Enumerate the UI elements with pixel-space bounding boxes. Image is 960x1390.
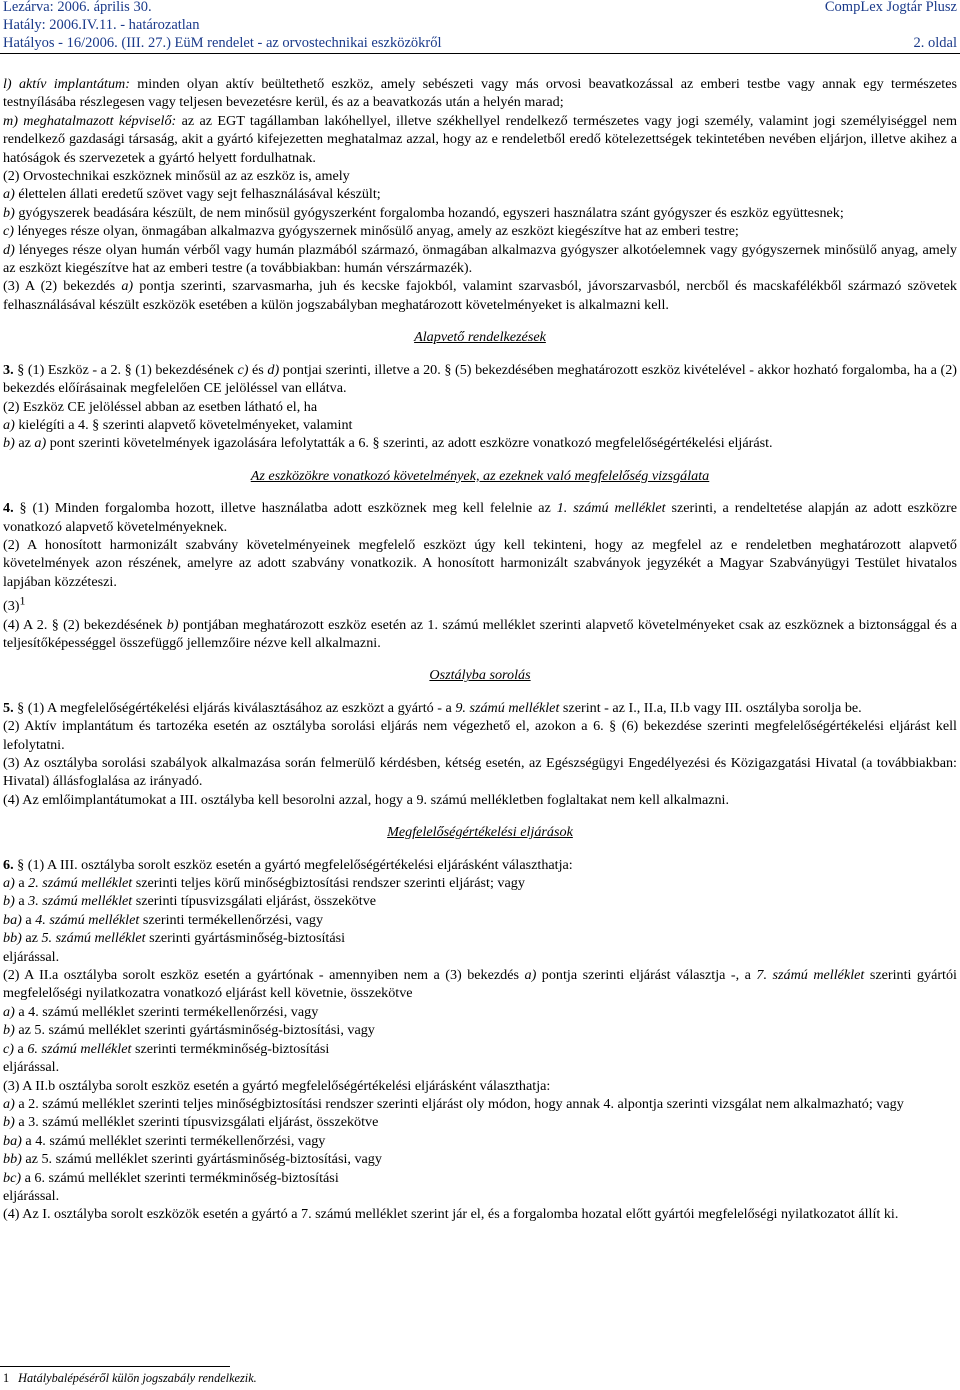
paragraph: b) gyógyszerek beadására készült, de nem minősül gyógyszerként forgalomba hozandó, egyszeri használatra szánt gyógyszer és eszköz együttesnek;: [3, 204, 844, 221]
paragraph: a) a 2. számú melléklet szerinti teljes körű minőségbiztosítási rendszer szerinti eljárást; vagy: [3, 875, 525, 892]
footnote-text: Hatálybalépéséről külön jogszabály rendelkezik.: [18, 1371, 257, 1385]
section-heading: Megfelelőségértékelési eljárások: [387, 824, 573, 841]
paragraph: (2) A II.a osztályba sorolt eszköz esetén a gyártónak - amennyiben nem a (3) bekezdés a) pontja szerinti eljárást választja -, a 7. számú melléklet szerinti gyártói megfelelőségi nyilatkozatra vonatkozó eljárást kell követnie, összekötve: [3, 967, 957, 1002]
paragraph: $(3)^1$: [3, 593, 26, 615]
section-heading: Osztályba sorolás: [429, 667, 531, 684]
paragraph: b) az 5. számú melléklet szerinti gyártásminőség-biztosítási, vagy: [3, 1022, 375, 1039]
paragraph: 5. § (1) A megfelelőségértékelési eljárás kiválasztásához az eszközt a gyártó - a 9. számú melléklet szerint - az I., II.a, II.b vagy III. osztályba sorolja be.: [3, 699, 862, 716]
section-heading: Alapvető rendelkezések: [414, 329, 546, 346]
paragraph: b) a 3. számú melléklet szerinti típusvizsgálati eljárást, összekötve: [3, 1114, 379, 1131]
paragraph: (4) Az I. osztályba sorolt eszközök esetén a gyártó a 7. számú melléklet szerint jár el, és a forgalomba hozatal előtt gyártói megfelelőségi nyilatkozatot állít ki.: [3, 1206, 899, 1223]
paragraph: 4. § (1) Minden forgalomba hozott, illetve használatba adott eszköznek meg kell felelnie az 1. számú melléklet szerinti, a rendeltetése alapján az adott eszközre vonatkozó alapvető követelményeknek.: [3, 500, 957, 535]
paragraph: c) lényeges része olyan, önmagában alkalmazva gyógyszernek minősülő anyag, amely az eszközt kiegészítve hat az emberi testre;: [3, 223, 739, 240]
paragraph: 3. § (1) Eszköz - a 2. § (1) bekezdésének c) és d) pontjai szerinti, illetve a 20. § (5) bekezdésében meghatározott eszköz kivételével - akkor hozható forgalomba, ha a (2) bekezdés előírásainak megfelelően CE jelöléssel van ellátva.: [3, 361, 957, 397]
paragraph: (3) A II.b osztályba sorolt eszköz esetén a gyártó megfelelőségértékelési eljárásként választhatja:: [3, 1077, 551, 1094]
paragraph: (4) Az emlőimplantátumokat a III. osztályba kell besorolni azzal, hogy a 9. számú mellékletben foglaltakat nem kell alkalmazni.: [3, 791, 730, 808]
document-body: [3, 75, 957, 1224]
paragraph: d) lényeges része olyan humán vérből vagy humán plazmából származó, önmagában alkalmazva gyógyszer alkotóelemnek vagy gyógyszernek minősülő anyag, amely az eszközt kiegészítve hat az emberi testre (a továbbiakban: humán vérszármazék).: [3, 241, 957, 277]
paragraph: c) a 6. számú melléklet szerinti termékminőség-biztosítási: [3, 1040, 330, 1057]
paragraph: (2) Eszköz CE jelöléssel abban az esetben látható el, ha: [3, 398, 318, 415]
paragraph: b) az a) pont szerinti követelmények igazolására lefolytatták a 6. § szerinti, az adott eszközre vonatkozó megfelelőségértékelési eljárást.: [3, 435, 773, 452]
paragraph: a) a 4. számú melléklet szerinti termékellenőrzési, vagy: [3, 1003, 319, 1020]
paragraph: ba) a 4. számú melléklet szerinti termékellenőrzési, vagy: [3, 911, 324, 928]
paragraph: (2) Orvostechnikai eszköznek minősül az az eszköz is, amely: [3, 168, 350, 185]
paragraph: (3) A (2) bekezdés a) pontja szerinti, szarvasmarha, juh és kecske fajokból, valamint szarvasból, jávorszarvasból, nercből és macskafélékből származó szövetek felhasználásával készült eszközök esetében a külön jogszabályban meghatározott követelményeket is alkalmazni kell.: [3, 278, 957, 313]
header-line-3: Hatályos - 16/2006. (III. 27.) EüM rendelet - az orvostechnikai eszközökről: [3, 35, 442, 51]
paragraph: (4) A 2. § (2) bekezdésének b) pontjában meghatározott eszköz esetén az 1. számú melléklet szerinti alapvető követelményeket csak az eszköznek a biztonsággal és a teljesítőképességgel összefüggő jellemzőire nézve kell alkalmazni.: [3, 616, 958, 651]
paragraph: eljárással.: [3, 1187, 60, 1204]
header-product-name: CompLex Jogtár Plusz: [824, 0, 957, 15]
paragraph: b) a 3. számú melléklet szerinti típusvizsgálati eljárást, összekötve: [3, 893, 377, 910]
paragraph: eljárással.: [3, 948, 60, 965]
paragraph: a) kielégíti a 4. § szerinti alapvető követelményeket, valamint: [3, 416, 353, 433]
paragraph: bc) a 6. számú melléklet szerinti termékminőség-biztosítási: [3, 1169, 339, 1186]
paragraph: a) élettelen állati eredetű szövet vagy sejt felhasználásával készült;: [3, 186, 381, 203]
footnote-number: 1: [3, 1371, 10, 1385]
paragraph: 6. § (1) A III. osztályba sorolt eszköz esetén a gyártó megfelelőségértékelési eljárásként választhatja:: [3, 856, 573, 873]
header-line-1: Lezárva: 2006. április 30.: [3, 0, 152, 15]
paragraph: (2) A honosított harmonizált szabvány követelményeinek megfelelő eszközt úgy kell tekinteni, hogy az megfelel az e rendeletben meghatározott alapvető követelmények azon részének, amelyre az adott szabvány vonatkozik. A honosított harmonizált szabványok jegyzékét a Magyar Szabványügyi Testület hivatalos lapjában közzéteszi.: [3, 536, 957, 590]
paragraph: (2) Aktív implantátum és tartozéka esetén az osztályba sorolási eljárás nem végezhető el, azokon a 6. § (6) bekezdése szerinti megfelelőségértékelési eljárást kell lefolytatni.: [3, 718, 957, 753]
paragraph: eljárással.: [3, 1059, 60, 1076]
header-line-2: Hatály: 2006.IV.11. - határozatlan: [3, 17, 200, 33]
footnote-divider: [0, 1366, 230, 1367]
paragraph: l) aktív implantátum: minden olyan aktív beültethető eszköz, amely sebészeti vagy más orvosi beavatkozással az emberi testbe vagy annak egy természetes testnyílásába részlegesen vagy teljesen bevezetésre kerül, és az a beavatkozás után a helyén marad;: [3, 76, 957, 111]
header-divider: [0, 53, 960, 54]
footnote: [3, 1371, 257, 1386]
paragraph: m) meghatalmazott képviselő: az az EGT tagállamban lakóhellyel, illetve székhellyel rendelkező természetes vagy jogi személy, valamint jogi személyiséggel nem rendelkező gazdasági társaság, akit a gyártó kifejezetten meghatalmaz azzal, hogy az e rendeletből eredő kötelezettségek tekintetében nevében eljárjon, illetve akihez a hatóságok és szervezetek a gyártó helyett fordulhatnak.: [3, 112, 957, 166]
paragraph: ba) a 4. számú melléklet szerinti termékellenőrzési, vagy: [3, 1132, 326, 1149]
header-page-number: 2. oldal: [913, 35, 957, 51]
section-heading: Az eszközökre vonatkozó követelmények, az ezeknek való megfelelőség vizsgálata: [250, 467, 710, 484]
paragraph: (3) Az osztályba sorolási szabályok alkalmazása során felmerülő kérdésben, kétség esetén, az Egészségügyi Engedélyezési és Közigazgatási Hivatal (a továbbiakban: Hivatal) állásfoglalása az irányadó.: [3, 755, 957, 790]
paragraph: bb) az 5. számú melléklet szerinti gyártásminőség-biztosítási, vagy: [3, 1151, 382, 1168]
paragraph: bb) az 5. számú melléklet szerinti gyártásminőség-biztosítási: [3, 930, 346, 947]
paragraph: a) a 2. számú melléklet szerinti teljes minőségbiztosítási rendszer szerinti eljárást oly módon, hogy annak 4. alpontja szerinti vizsgálat nem alkalmazható; vagy: [3, 1095, 904, 1112]
